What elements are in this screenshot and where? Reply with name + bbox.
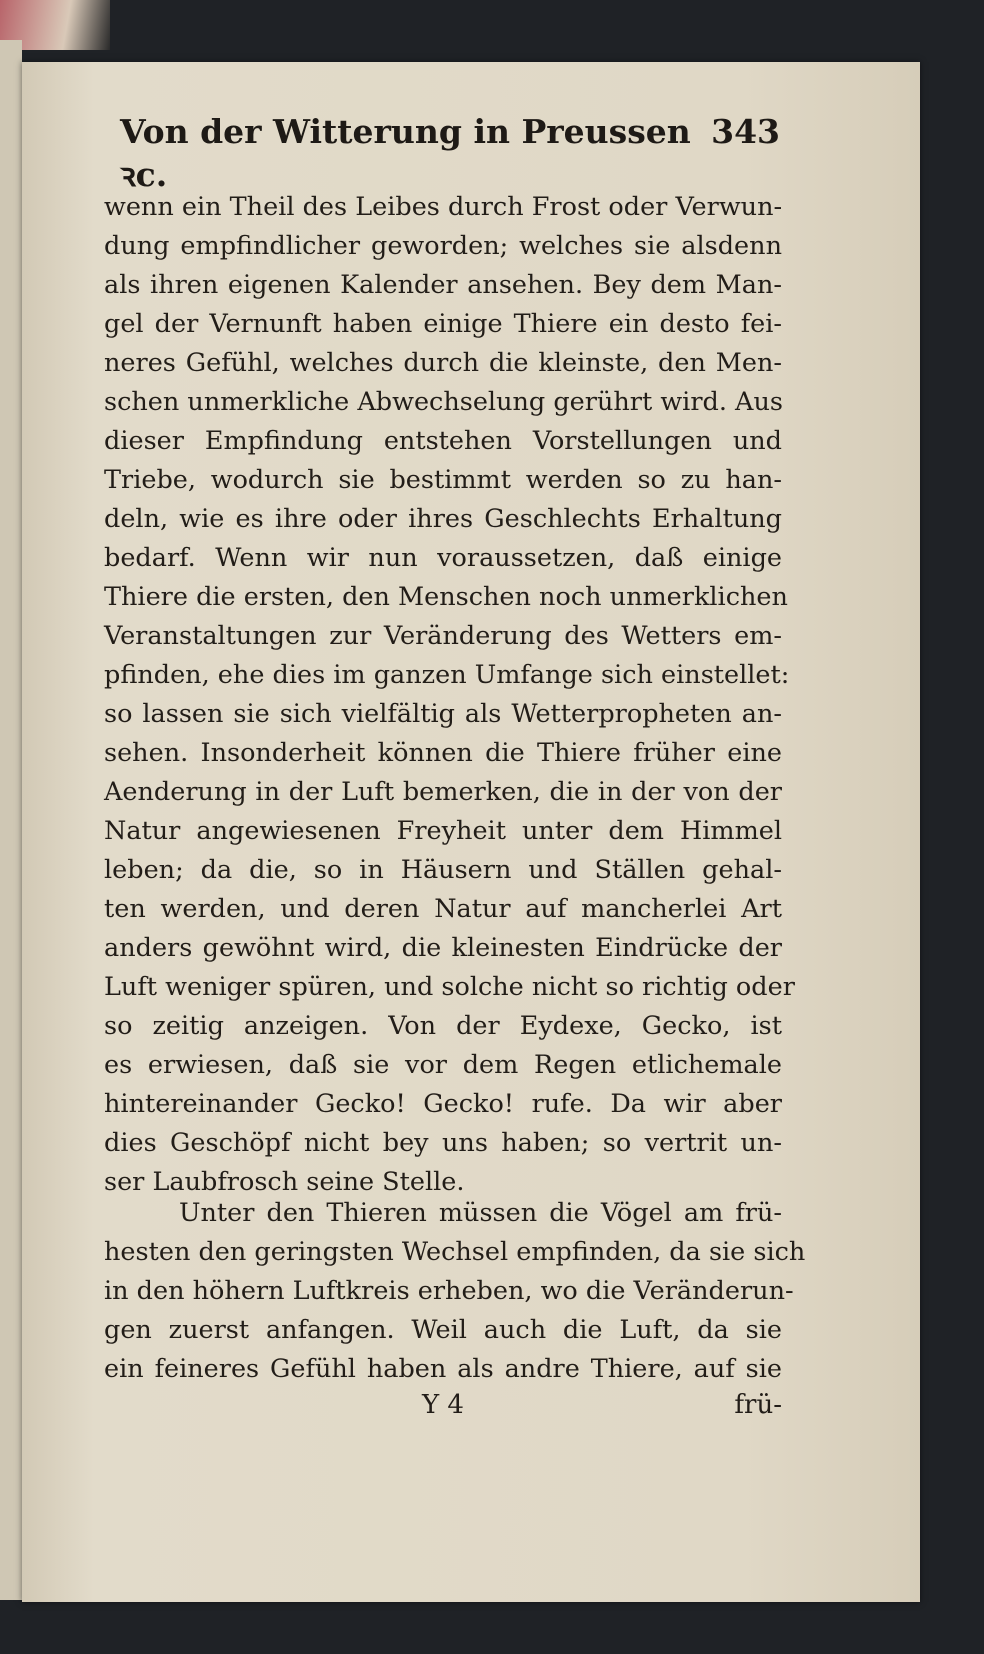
text-line: dies Geschöpf nicht bey uns haben; so vertrit un- <box>104 1128 782 1158</box>
paragraph-1 <box>104 188 795 1202</box>
page-footer <box>104 1390 782 1420</box>
text-line: Thiere die ersten, den Menschen noch unmerklichen <box>104 582 788 612</box>
running-title: Von der Witterung in Preussen ꝛc. <box>120 112 691 194</box>
text-line: pfinden, ehe dies im ganzen Umfange sich einstellet: <box>104 660 790 690</box>
text-line: ein feineres Gefühl haben als andre Thiere, auf sie <box>104 1354 782 1384</box>
page-header <box>120 112 780 196</box>
page-number: 343 <box>711 112 780 151</box>
text-line: anders gewöhnt wird, die kleinesten Eindrücke der <box>104 933 782 963</box>
text-line: dung empfindlicher geworden; welches sie alsdenn <box>104 231 782 261</box>
text-line: leben; da die, so in Häusern und Ställen gehal- <box>104 855 782 885</box>
text-line: Unter den Thieren müssen die Vögel am frü- <box>179 1198 782 1228</box>
text-line: Veranstaltungen zur Veränderung des Wetters em- <box>104 621 782 651</box>
text-line: gen zuerst anfangen. Weil auch die Luft, da sie <box>104 1315 782 1345</box>
text-line: gel der Vernunft haben einige Thiere ein desto fei- <box>104 309 782 339</box>
text-line: es erwiesen, daß sie vor dem Regen etlichemale <box>104 1050 782 1080</box>
signature-mark: Y 4 <box>422 1390 464 1420</box>
text-line: Natur angewiesenen Freyheit unter dem Himmel <box>104 816 782 846</box>
text-line: ser Laubfrosch seine Stelle. <box>104 1167 465 1197</box>
text-line: als ihren eigenen Kalender ansehen. Bey dem Man- <box>104 270 782 300</box>
text-line: Aenderung in der Luft bemerken, die in der von der <box>104 777 782 807</box>
text-line: deln, wie es ihre oder ihres Geschlechts Erhaltung <box>104 504 782 534</box>
text-line: dieser Empfindung entstehen Vorstellungen und <box>104 426 782 456</box>
text-line: so lassen sie sich vielfältig als Wetterpropheten an- <box>104 699 782 729</box>
text-line: bedarf. Wenn wir nun voraussetzen, daß einige <box>104 543 782 573</box>
text-line: sehen. Insonderheit können die Thiere früher eine <box>104 738 782 768</box>
text-line: wenn ein Theil des Leibes durch Frost oder Verwun- <box>104 192 783 222</box>
text-line: hesten den geringsten Wechsel empfinden, da sie sich <box>104 1237 806 1267</box>
catchword: frü- <box>734 1390 782 1420</box>
text-line: hintereinander Gecko! Gecko! rufe. Da wir aber <box>104 1089 782 1119</box>
previous-page-edge <box>0 40 22 1600</box>
text-line: Triebe, wodurch sie bestimmt werden so zu han- <box>104 465 782 495</box>
text-line: schen unmerkliche Abwechselung gerührt wird. Aus <box>104 387 783 417</box>
text-line: neres Gefühl, welches durch die kleinste, den Men- <box>104 348 782 378</box>
text-line: in den höhern Luftkreis erheben, wo die Veränderun- <box>104 1276 794 1306</box>
text-line: Luft weniger spüren, und solche nicht so richtig oder <box>104 972 795 1002</box>
text-line: so zeitig anzeigen. Von der Eydexe, Gecko, ist <box>104 1011 782 1041</box>
text-line: ten werden, und deren Natur auf mancherlei Art <box>104 894 782 924</box>
paragraph-2 <box>104 1194 806 1389</box>
